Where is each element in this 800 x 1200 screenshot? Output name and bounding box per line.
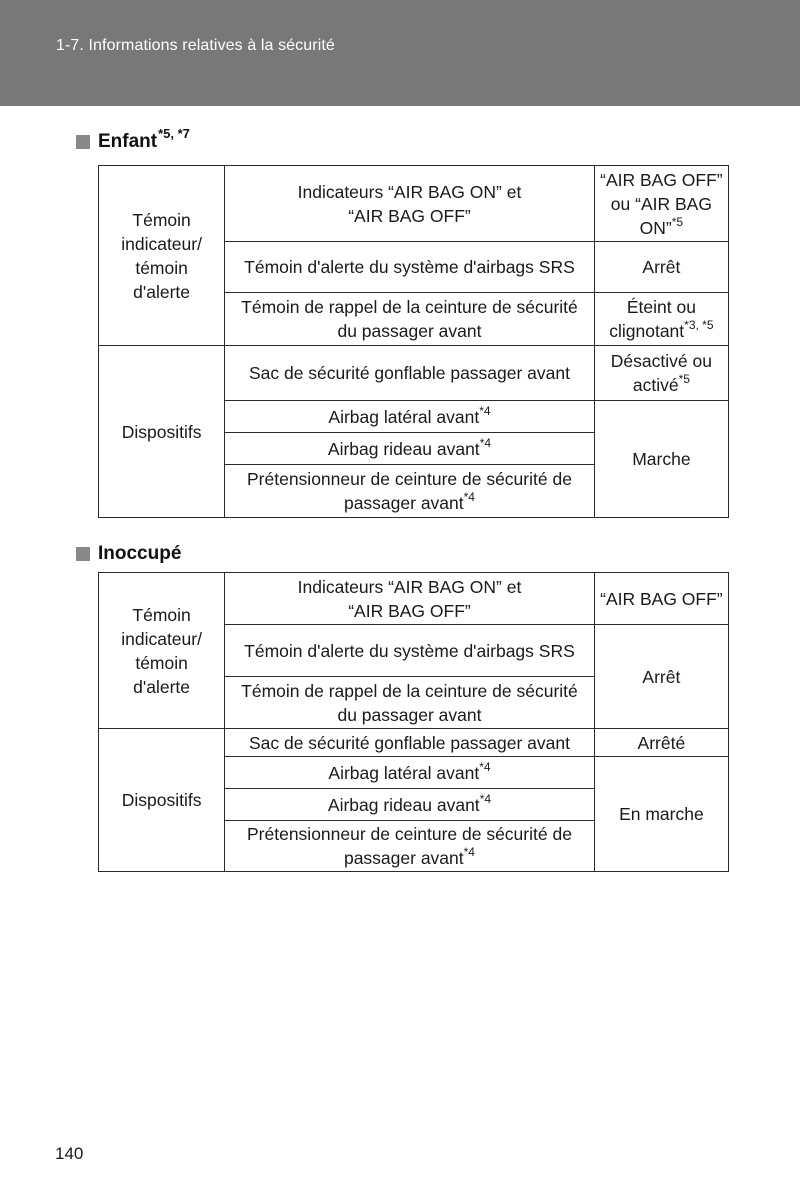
row-label: Airbag rideau avant$^{*4}$ [225,789,595,821]
row-value: “AIR BAG OFF” ou “AIR BAG ON”$^{*5}$ [594,166,728,242]
section-title-text: Enfant [98,131,158,152]
square-bullet-icon [76,135,90,149]
square-bullet-icon [76,547,90,561]
row-group-label: Dispositifs [99,729,225,872]
row-label: Sac de sécurité gonflable passager avant [225,729,595,757]
row-label: Airbag latéral avant$^{*4}$ [225,401,595,433]
row-value: Arrêté [594,729,728,757]
table-row [99,573,729,625]
row-label: Airbag rideau avant$^{*4}$ [225,433,595,465]
row-label: Témoin d'alerte du système d'airbags SRS [225,242,595,293]
section-breadcrumb: 1-7. Informations relatives à la sécurité [56,37,335,54]
table-row [99,166,729,242]
table-enfant [98,165,729,518]
row-label: Indicateurs “AIR BAG ON” et “AIR BAG OFF” [225,166,595,242]
row-label: Témoin de rappel de la ceinture de sécurité du passager avant [225,293,595,346]
page-header-band [0,0,800,106]
row-value: Marche [594,401,728,518]
row-label: Témoin d'alerte du système d'airbags SRS [225,625,595,677]
row-group-label: Dispositifs [99,346,225,518]
row-label: Témoin de rappel de la ceinture de sécurité du passager avant [225,677,595,729]
page-number: 140 [55,1144,84,1163]
section-title-enfant: Enfant $^{*5, *7}$ [76,131,190,153]
row-value: Arrêt [594,242,728,293]
section-title-inoccupe [76,543,181,565]
row-label: Indicateurs “AIR BAG ON” et “AIR BAG OFF” [225,573,595,625]
section-title-text: Inoccupé [98,543,182,564]
row-label: Prétensionneur de ceinture de sécurité de passager avant$^{*4}$ [225,465,595,518]
row-value: “AIR BAG OFF” [594,573,728,625]
row-value: En marche [594,757,728,872]
table-row [99,346,729,401]
row-group-label: Témoin indicateur/ témoin d'alerte [99,573,225,729]
table-inoccupe [98,572,729,872]
row-value: Arrêt [594,625,728,729]
row-group-label: Témoin indicateur/ témoin d'alerte [99,166,225,346]
row-value: Désactivé ou activé$^{*5}$ [594,346,728,401]
row-value: Éteint ou clignotant$^{*3, *5}$ [594,293,728,346]
row-label: Sac de sécurité gonflable passager avant [225,346,595,401]
row-label: Prétensionneur de ceinture de sécurité de passager avant$^{*4}$ [225,821,595,872]
table-row [99,729,729,757]
row-label: Airbag latéral avant$^{*4}$ [225,757,595,789]
